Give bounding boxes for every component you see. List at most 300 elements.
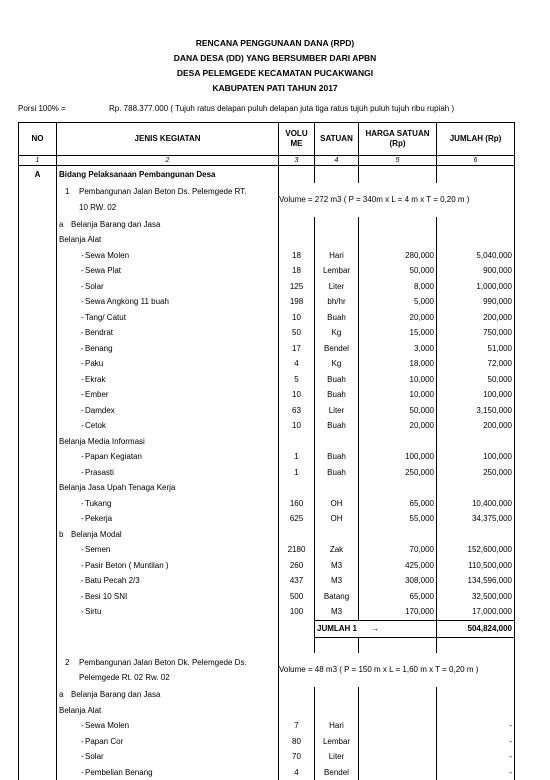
section-row [19,166,515,183]
empty-cell [359,527,437,543]
item-row [19,749,515,765]
item-harga: 10,000 [359,387,437,403]
item-harga [359,718,437,734]
empty-cell [57,620,279,637]
item-harga: 15,000 [359,325,437,341]
sub-category [57,527,279,543]
item-satuan: Bendel [315,765,359,780]
porsi-label: Porsi 100% = [18,104,109,113]
empty-cell [19,294,57,310]
item-name: Paku [85,359,103,368]
budget-porsi [18,104,454,113]
kegiatan-row [19,653,515,687]
item-name-cell [57,542,279,558]
item-satuan: Lembar [315,734,359,750]
empty-cell [19,604,57,620]
item-row [19,573,515,589]
item-harga [359,749,437,765]
item-row [19,558,515,574]
empty-cell [315,703,359,719]
item-satuan: Kg [315,325,359,341]
empty-cell [437,687,515,703]
item-row [19,418,515,434]
item-volume: 260 [279,558,315,574]
empty-cell [19,372,57,388]
empty-cell [437,434,515,450]
item-jumlah: - [437,718,515,734]
item-name-cell [57,604,279,620]
item-bullet: - [59,589,85,605]
volume-note: Volume = 48 m3 ( P = 150 m x L = 1,60 m x T = 0,20 m ) [279,653,515,687]
empty-cell [359,637,437,653]
item-satuan: Hari [315,248,359,264]
item-name-cell [57,263,279,279]
item-name-cell [57,511,279,527]
item-satuan: M3 [315,573,359,589]
total-row [19,620,515,637]
doc-title-line1: RENCANA PENGGUNAAN DANA (RPD) [0,38,550,48]
item-name-cell [57,418,279,434]
item-satuan: M3 [315,604,359,620]
col-number: 4 [315,156,359,166]
item-jumlah: 3,150,000 [437,403,515,419]
item-harga: 8,000 [359,279,437,295]
item-name: Sewa Molen [85,721,129,730]
item-row [19,341,515,357]
section-title: Bidang Pelaksanaan Pembangunan Desa [57,166,279,183]
item-harga: 50,000 [359,263,437,279]
empty-cell [19,341,57,357]
item-row [19,263,515,279]
rpd-table [18,122,515,780]
item-jumlah: 110,500,000 [437,558,515,574]
item-name-cell [57,356,279,372]
item-row [19,294,515,310]
header-satuan: SATUAN [315,123,359,156]
item-jumlah: 34,375,000 [437,511,515,527]
empty-cell [315,434,359,450]
header-jumlah: JUMLAH (Rp) [437,123,515,156]
item-name-cell [57,765,279,780]
item-harga: 280,000 [359,248,437,264]
empty-cell [315,687,359,703]
empty-cell [279,434,315,450]
item-name-cell [57,449,279,465]
item-jumlah: - [437,734,515,750]
empty-cell [437,166,515,183]
item-name: Papan Cor [85,737,123,746]
item-volume: 63 [279,403,315,419]
item-harga: 100,000 [359,449,437,465]
sub-label: Belanja Barang dan Jasa [71,220,160,229]
item-satuan: Lembar [315,263,359,279]
item-bullet: - [59,341,85,357]
empty-cell [279,217,315,233]
group-label: Belanja Alat [57,232,279,248]
item-name-cell [57,558,279,574]
group-row [19,480,515,496]
sub-label: Belanja Modal [71,530,122,539]
sub-code: a [59,217,71,233]
item-bullet: - [59,604,85,620]
item-jumlah: 250,000 [437,465,515,481]
item-harga: 425,000 [359,558,437,574]
empty-cell [19,718,57,734]
header-no: NO [19,123,57,156]
item-name: Tang/ Catut [85,313,126,322]
item-harga: 65,000 [359,496,437,512]
item-name-cell [57,589,279,605]
empty-cell [19,637,57,653]
item-volume: 10 [279,418,315,434]
empty-cell [437,703,515,719]
empty-cell [315,637,359,653]
item-name: Cetok [85,421,106,430]
item-row [19,604,515,620]
item-name: Besi 10 SNI [85,592,127,601]
item-volume: 1 [279,465,315,481]
empty-cell [19,765,57,780]
empty-cell [359,434,437,450]
item-bullet: - [59,449,85,465]
item-harga: 55,000 [359,511,437,527]
item-name-cell [57,310,279,326]
kegiatan-title-cell [57,183,279,217]
item-bullet: - [59,294,85,310]
item-name-cell [57,403,279,419]
doc-title-line3: DESA PELEMGEDE KECAMATAN PUCAKWANGI [0,68,550,78]
item-name: Pekerja [85,514,112,523]
item-name: Ember [85,390,109,399]
item-harga: 20,000 [359,310,437,326]
empty-cell [279,166,315,183]
item-bullet: - [59,718,85,734]
item-harga [359,734,437,750]
kegiatan-title-cell [57,653,279,687]
item-bullet: - [59,465,85,481]
item-harga: 308,000 [359,573,437,589]
item-harga: 10,000 [359,372,437,388]
item-name-cell [57,341,279,357]
total-value: 504,824,000 [437,620,515,637]
empty-cell [19,703,57,719]
item-name-cell [57,325,279,341]
column-number-row [19,156,515,166]
item-jumlah: 51,000 [437,341,515,357]
group-row [19,703,515,719]
item-row [19,765,515,780]
item-row [19,387,515,403]
item-bullet: - [59,573,85,589]
item-volume: 17 [279,341,315,357]
item-row [19,734,515,750]
item-name: Solar [85,282,104,291]
item-name: Pasir Beton ( Muntilan ) [85,561,169,570]
total-arrow: → [357,624,379,633]
item-bullet: - [59,279,85,295]
item-bullet: - [59,558,85,574]
item-jumlah: 750,000 [437,325,515,341]
item-name: Damdex [85,406,115,415]
empty-cell [19,217,57,233]
item-volume: 10 [279,387,315,403]
item-volume: 18 [279,263,315,279]
empty-cell [19,232,57,248]
item-jumlah: 100,000 [437,449,515,465]
empty-cell [19,465,57,481]
item-row [19,718,515,734]
item-volume: 2180 [279,542,315,558]
doc-title-line4: KABUPATEN PATI TAHUN 2017 [0,83,550,93]
empty-cell [359,703,437,719]
kegiatan-number: 1 [59,184,79,200]
sub-code: a [59,687,71,703]
item-row [19,356,515,372]
col-number: 1 [19,156,57,166]
item-volume: 10 [279,310,315,326]
item-row [19,325,515,341]
item-name: Sewa Molen [85,251,129,260]
empty-cell [19,749,57,765]
item-harga [359,765,437,780]
item-bullet: - [59,542,85,558]
item-harga: 18,000 [359,356,437,372]
item-row [19,496,515,512]
item-volume: 625 [279,511,315,527]
sub-row [19,217,515,233]
group-label: Belanja Media Informasi [57,434,279,450]
group-row [19,232,515,248]
col-number: 6 [437,156,515,166]
item-volume: 5 [279,372,315,388]
item-satuan: Liter [315,749,359,765]
empty-cell [315,480,359,496]
item-jumlah: 5,040,000 [437,248,515,264]
item-name: Pembelian Benang [85,768,153,777]
item-volume: 50 [279,325,315,341]
item-row [19,372,515,388]
sub-label: Belanja Barang dan Jasa [71,690,160,699]
empty-cell [437,527,515,543]
group-row [19,434,515,450]
item-satuan: Zak [315,542,359,558]
item-harga: 65,000 [359,589,437,605]
empty-cell [279,480,315,496]
header-jenis-kegiatan: JENIS KEGIATAN [57,123,279,156]
item-jumlah: 50,000 [437,372,515,388]
col-number: 3 [279,156,315,166]
header-harga-satuan: HARGA SATUAN (Rp) [359,123,437,156]
item-name: Bendrat [85,328,113,337]
item-bullet: - [59,248,85,264]
item-name: Papan Kegiatan [85,452,142,461]
kegiatan-title: Pembangunan Jalan Beton Ds. Pelemgede RT. 10 RW. 02 [79,184,257,215]
item-bullet: - [59,765,85,780]
empty-cell [19,734,57,750]
item-bullet: - [59,310,85,326]
section-code: A [19,166,57,183]
volume-note: Volume = 272 m3 ( P = 340m x L = 4 m x T = 0,20 m ) [279,183,515,217]
empty-cell [19,356,57,372]
empty-cell [279,620,315,637]
item-row [19,279,515,295]
empty-cell [19,558,57,574]
item-harga: 250,000 [359,465,437,481]
item-row [19,449,515,465]
item-bullet: - [59,749,85,765]
item-row [19,511,515,527]
empty-cell [19,687,57,703]
item-volume: 100 [279,604,315,620]
item-volume: 4 [279,765,315,780]
item-satuan: OH [315,511,359,527]
item-volume: 18 [279,248,315,264]
item-volume: 198 [279,294,315,310]
empty-cell [19,589,57,605]
item-volume: 1 [279,449,315,465]
empty-cell [359,166,437,183]
empty-cell [19,183,57,217]
empty-cell [19,449,57,465]
empty-cell [359,480,437,496]
group-label: Belanja Alat [57,703,279,719]
item-satuan: bh/hr [315,294,359,310]
empty-cell [437,217,515,233]
item-name: Sewa Plat [85,266,121,275]
item-jumlah: 100,000 [437,387,515,403]
empty-cell [57,637,279,653]
total-label-text: JUMLAH 1 [317,624,357,633]
item-satuan: Liter [315,279,359,295]
item-bullet: - [59,325,85,341]
item-name: Batu Pecah 2/3 [85,576,140,585]
item-name-cell [57,248,279,264]
item-name: Sewa Angkong 11 buah [85,297,169,306]
empty-cell [279,687,315,703]
item-jumlah: 152,600,000 [437,542,515,558]
doc-title-line2: DANA DESA (DD) YANG BERSUMBER DARI APBN [0,53,550,63]
item-bullet: - [59,356,85,372]
empty-cell [279,703,315,719]
item-jumlah: 200,000 [437,418,515,434]
empty-cell [19,527,57,543]
kegiatan-number: 2 [59,655,79,671]
item-harga: 50,000 [359,403,437,419]
sub-code: b [59,527,71,543]
item-bullet: - [59,387,85,403]
item-bullet: - [59,403,85,419]
item-name: Semen [85,545,110,554]
item-jumlah: 990,000 [437,294,515,310]
item-bullet: - [59,496,85,512]
item-name-cell [57,573,279,589]
item-satuan: Kg [315,356,359,372]
col-number: 5 [359,156,437,166]
empty-cell [359,232,437,248]
item-bullet: - [59,734,85,750]
item-harga: 5,000 [359,294,437,310]
empty-cell [19,325,57,341]
item-harga: 70,000 [359,542,437,558]
item-jumlah: 72,000 [437,356,515,372]
item-bullet: - [59,372,85,388]
sub-category [57,687,279,703]
item-name-cell [57,734,279,750]
item-name-cell [57,279,279,295]
empty-cell [437,637,515,653]
empty-cell [19,434,57,450]
empty-cell [279,637,315,653]
item-row [19,542,515,558]
item-name: Prasasti [85,468,114,477]
item-harga: 3,000 [359,341,437,357]
item-row [19,403,515,419]
item-bullet: - [59,263,85,279]
empty-cell [19,263,57,279]
item-jumlah: 1,000,000 [437,279,515,295]
empty-cell [19,403,57,419]
item-jumlah: 200,000 [437,310,515,326]
empty-cell [19,279,57,295]
total-label [315,620,437,637]
item-jumlah: - [437,749,515,765]
empty-cell [19,653,57,687]
item-name: Tukang [85,499,111,508]
item-volume: 125 [279,279,315,295]
item-name: Ekrak [85,375,105,384]
item-volume: 500 [279,589,315,605]
item-satuan: OH [315,496,359,512]
sub-row [19,687,515,703]
item-volume: 160 [279,496,315,512]
spacer-row [19,637,515,653]
item-harga: 170,000 [359,604,437,620]
item-bullet: - [59,418,85,434]
item-name-cell [57,294,279,310]
item-name: Solar [85,752,104,761]
item-harga: 20,000 [359,418,437,434]
empty-cell [279,232,315,248]
item-volume: 7 [279,718,315,734]
empty-cell [19,496,57,512]
item-jumlah: 17,000,000 [437,604,515,620]
item-satuan: Bendel [315,341,359,357]
item-volume: 437 [279,573,315,589]
col-number: 2 [57,156,279,166]
item-satuan: Buah [315,387,359,403]
item-volume: 80 [279,734,315,750]
empty-cell [359,217,437,233]
empty-cell [437,232,515,248]
item-satuan: Buah [315,372,359,388]
item-jumlah: 134,596,000 [437,573,515,589]
empty-cell [19,418,57,434]
item-satuan: Buah [315,465,359,481]
item-name: Benang [85,344,113,353]
item-name-cell [57,749,279,765]
sub-category [57,217,279,233]
item-jumlah: 32,500,000 [437,589,515,605]
item-bullet: - [59,511,85,527]
item-satuan: Hari [315,718,359,734]
item-name-cell [57,465,279,481]
kegiatan-title: Pembangunan Jalan Beton Dk. Pelemgede Ds. Pelemgede Rt. 02 Rw. 02 [79,655,257,686]
sub-row [19,527,515,543]
item-jumlah: 10,400,000 [437,496,515,512]
item-satuan: M3 [315,558,359,574]
item-satuan: Batang [315,589,359,605]
empty-cell [19,542,57,558]
